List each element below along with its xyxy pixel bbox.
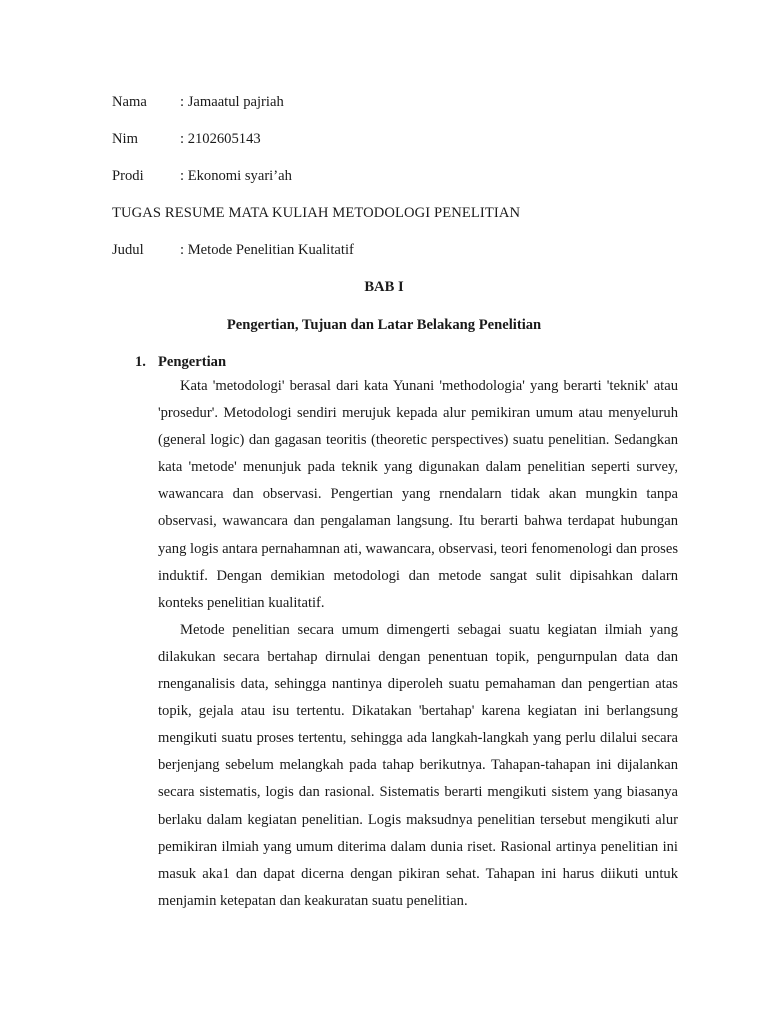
paragraph: Kata 'metodologi' berasal dari kata Yunani 'methodologia' yang berarti 'teknik' atau 'prosedur'. Metodologi sendiri merujuk kepada alur pemikiran umum atau menyeluruh (general logic) dan gagasan teoritis (theoretic perspectives) suatu penelitian. Sedangkan kata 'metode' menunjuk pada teknik yang digunakan dalam penelitian seperti survey, wawancara dan observasi. Pengertian yang rnendalarn tidak akan mungkin tanpa observasi, wawancara dan pengalaman langsung. Itu berarti bahwa terdapat hubungan yang logis antara pernahamnan ati, wawancara, observasi, teori fenomenologi dan proses induktif. Dengan demikian metodologi dan metode sangat sulit dipisahkan dalarn konteks penelitian kualitatif. — [158, 378, 678, 611]
field-nim — [112, 129, 261, 149]
field-judul — [112, 240, 354, 260]
field-nama — [112, 92, 284, 112]
field-prodi-label: Prodi — [112, 168, 144, 184]
paragraph: Metode penelitian secara umum dimengerti sebagai suatu kegiatan ilmiah yang dilakukan secara bertahap dirnulai dengan penentuan topik, pengurnpulan data dan rnenganalisis data, sehingga nantinya diperoleh suatu pemahaman dan pengertian atas topik, gejala atau isu tertentu. Dikatakan 'bertahap' karena kegiatan ini berlangsung mengikuti suatu proses tertentu, sehingga ada langkah-langkah yang perlu dilalui secara berjenjang sebelum melangkah pada tahap berikutnya. Tahapan-tahapan ini dijalankan secara sistematis, logis dan rasional. Sistematis berarti mengikuti sistem yang biasanya berlaku dalam kegiatan penelitian. Logis maksudnya penelitian tersebut mengikuti alur pemikiran ilmiah yang umum diterima dalam dunia riset. Rasional artinya penelitian ini masuk aka1 dan dapat dicerna dengan pikiran sehat. Tahapan ini harus diikuti untuk menjamin ketepatan dan keakuratan suatu penelitian. — [158, 621, 678, 909]
chapter-number: BAB I — [364, 279, 404, 295]
field-nim-label: Nim — [112, 131, 138, 147]
field-nama-value: : Jamaatul pajriah — [180, 94, 284, 110]
chapter-title: Pengertian, Tujuan dan Latar Belakang Penelitian — [226, 317, 542, 333]
field-judul-value: : Metode Penelitian Kualitatif — [180, 242, 354, 258]
assignment-title: TUGAS RESUME MATA KULIAH METODOLOGI PENELITIAN — [112, 205, 521, 221]
field-prodi — [112, 166, 292, 186]
section-number: 1. — [135, 354, 146, 370]
field-prodi-value: : Ekonomi syari’ah — [180, 168, 292, 184]
field-nim-value: : 2102605143 — [180, 131, 261, 147]
field-judul-label: Judul — [112, 242, 144, 258]
field-nama-label: Nama — [112, 94, 147, 110]
section-body — [158, 373, 678, 915]
section-heading — [135, 352, 226, 372]
section-title: Pengertian — [158, 354, 227, 370]
